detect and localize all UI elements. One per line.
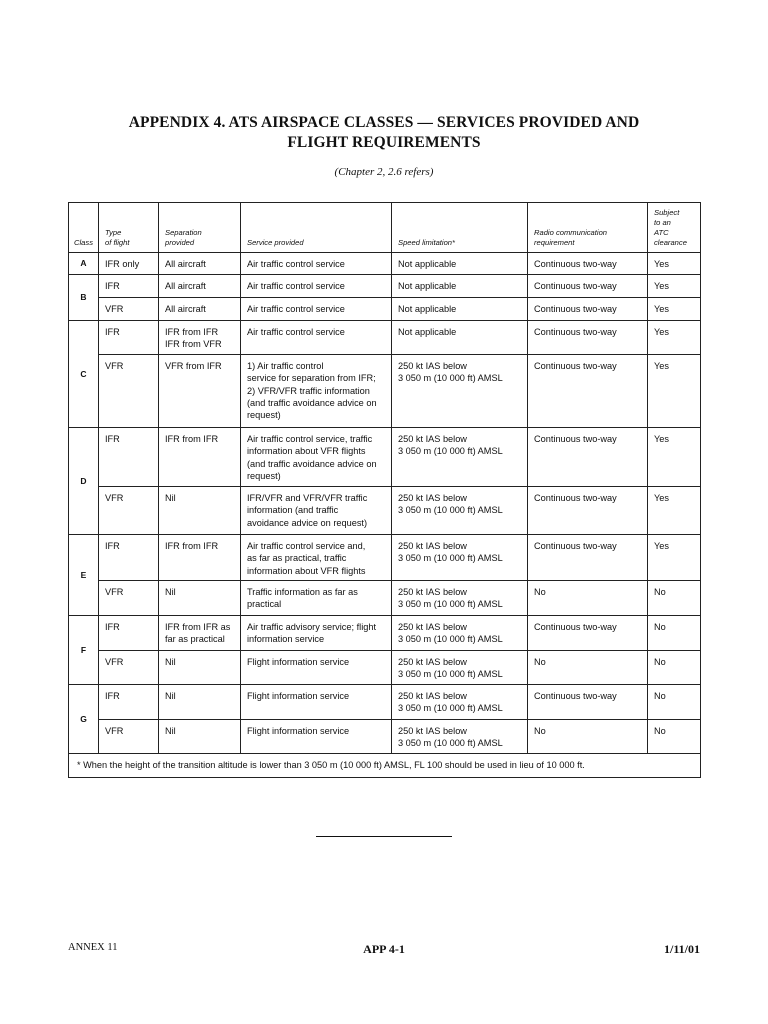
type-cell: VFR: [99, 720, 159, 754]
speed-cell: 250 kt IAS below 3 050 m (10 000 ft) AMSL: [392, 616, 528, 651]
header-speed-limitation: Speed limitation*: [392, 203, 528, 253]
type-cell: VFR: [99, 581, 159, 616]
atc-cell: Yes: [648, 535, 701, 581]
appendix-title: [68, 113, 700, 153]
type-cell: VFR: [99, 298, 159, 321]
separation-cell: Nil: [159, 651, 241, 685]
radio-cell: Continuous two-way: [528, 685, 648, 720]
atc-cell: Yes: [648, 355, 701, 428]
service-cell: Air traffic control service: [241, 321, 392, 355]
service-cell: Flight information service: [241, 720, 392, 754]
speed-cell: 250 kt IAS below 3 050 m (10 000 ft) AMSL: [392, 535, 528, 581]
speed-cell: Not applicable: [392, 275, 528, 298]
atc-cell: No: [648, 581, 701, 616]
table-row: [69, 685, 701, 720]
radio-cell: Continuous two-way: [528, 355, 648, 428]
speed-cell: Not applicable: [392, 321, 528, 355]
header-service-provided: Service provided: [241, 203, 392, 253]
class-cell: G: [69, 685, 99, 754]
table-row: [69, 720, 701, 754]
title-line-2: FLIGHT REQUIREMENTS: [287, 134, 481, 151]
service-cell: Air traffic control service and, as far as practical, traffic information about VFR flights: [241, 535, 392, 581]
radio-cell: Continuous two-way: [528, 535, 648, 581]
separation-cell: IFR from IFR IFR from VFR: [159, 321, 241, 355]
class-cell: D: [69, 428, 99, 535]
table-row: [69, 298, 701, 321]
type-cell: VFR: [99, 355, 159, 428]
header-class: Class: [69, 203, 99, 253]
class-cell: B: [69, 275, 99, 321]
table-row: [69, 581, 701, 616]
speed-cell: Not applicable: [392, 298, 528, 321]
service-cell: Air traffic advisory service; flight information service: [241, 616, 392, 651]
service-cell: Flight information service: [241, 685, 392, 720]
class-cell: C: [69, 321, 99, 428]
airspace-classes-table: [68, 202, 701, 778]
speed-cell: 250 kt IAS below 3 050 m (10 000 ft) AMSL: [392, 581, 528, 616]
separation-cell: Nil: [159, 487, 241, 535]
radio-cell: No: [528, 651, 648, 685]
separation-cell: IFR from IFR: [159, 535, 241, 581]
footer-page-number: APP 4-1: [363, 942, 405, 956]
separation-cell: All aircraft: [159, 275, 241, 298]
atc-cell: Yes: [648, 298, 701, 321]
radio-cell: Continuous two-way: [528, 321, 648, 355]
radio-cell: No: [528, 581, 648, 616]
atc-cell: Yes: [648, 253, 701, 275]
radio-cell: Continuous two-way: [528, 253, 648, 275]
radio-cell: Continuous two-way: [528, 616, 648, 651]
service-cell: Air traffic control service: [241, 298, 392, 321]
footer-annex: ANNEX 11: [68, 942, 118, 953]
table-row: [69, 428, 701, 487]
atc-cell: No: [648, 685, 701, 720]
type-cell: IFR: [99, 685, 159, 720]
table-row: [69, 487, 701, 535]
service-cell: Air traffic control service: [241, 253, 392, 275]
table-row: [69, 355, 701, 428]
separation-cell: All aircraft: [159, 298, 241, 321]
separation-cell: IFR from IFR as far as practical: [159, 616, 241, 651]
atc-cell: No: [648, 720, 701, 754]
speed-footnote: * When the height of the transition altitude is lower than 3 050 m (10 000 ft) AMSL, FL 100 should be used in lieu of 10 000 ft.: [69, 754, 701, 778]
speed-cell: 250 kt IAS below 3 050 m (10 000 ft) AMSL: [392, 428, 528, 487]
type-cell: VFR: [99, 487, 159, 535]
atc-cell: Yes: [648, 428, 701, 487]
speed-cell: 250 kt IAS below 3 050 m (10 000 ft) AMSL: [392, 685, 528, 720]
speed-cell: 250 kt IAS below 3 050 m (10 000 ft) AMSL: [392, 355, 528, 428]
service-cell: IFR/VFR and VFR/VFR traffic information (and traffic avoidance advice on request): [241, 487, 392, 535]
speed-cell: Not applicable: [392, 253, 528, 275]
service-cell: Flight information service: [241, 651, 392, 685]
type-cell: IFR: [99, 428, 159, 487]
separation-cell: Nil: [159, 720, 241, 754]
atc-cell: No: [648, 651, 701, 685]
speed-cell: 250 kt IAS below 3 050 m (10 000 ft) AMSL: [392, 651, 528, 685]
class-cell: F: [69, 616, 99, 685]
type-cell: IFR: [99, 321, 159, 355]
table-row: [69, 321, 701, 355]
table-row: [69, 275, 701, 298]
type-cell: IFR: [99, 275, 159, 298]
radio-cell: Continuous two-way: [528, 428, 648, 487]
separation-cell: Nil: [159, 685, 241, 720]
radio-cell: No: [528, 720, 648, 754]
header-radio-communication: Radio communication requirement: [528, 203, 648, 253]
type-cell: IFR only: [99, 253, 159, 275]
speed-cell: 250 kt IAS below 3 050 m (10 000 ft) AMSL: [392, 487, 528, 535]
class-cell: A: [69, 253, 99, 275]
service-cell: Air traffic control service: [241, 275, 392, 298]
service-cell: Air traffic control service, traffic information about VFR flights (and traffic avoidance advice on request): [241, 428, 392, 487]
radio-cell: Continuous two-way: [528, 298, 648, 321]
service-cell: Traffic information as far as practical: [241, 581, 392, 616]
class-cell: E: [69, 535, 99, 616]
footer-date: 1/11/01: [663, 942, 700, 956]
title-line-1: APPENDIX 4. ATS AIRSPACE CLASSES — SERVICES PROVIDED AND: [128, 114, 640, 131]
table-row: [69, 616, 701, 651]
header-atc-clearance: Subject to an ATC clearance: [648, 203, 701, 253]
separation-cell: All aircraft: [159, 253, 241, 275]
service-cell: 1) Air traffic control service for separation from IFR; 2) VFR/VFR traffic information (and traffic avoidance advice on request): [241, 355, 392, 428]
type-cell: VFR: [99, 651, 159, 685]
end-rule: [316, 836, 452, 837]
atc-cell: Yes: [648, 487, 701, 535]
radio-cell: Continuous two-way: [528, 275, 648, 298]
atc-cell: Yes: [648, 275, 701, 298]
speed-cell: 250 kt IAS below 3 050 m (10 000 ft) AMSL: [392, 720, 528, 754]
atc-cell: Yes: [648, 321, 701, 355]
atc-cell: No: [648, 616, 701, 651]
footnote-row: [69, 754, 701, 778]
type-cell: IFR: [99, 535, 159, 581]
radio-cell: Continuous two-way: [528, 487, 648, 535]
header-type-of-flight: Type of flight: [99, 203, 159, 253]
chapter-reference: (Chapter 2, 2.6 refers): [334, 166, 434, 178]
table-row: [69, 535, 701, 581]
separation-cell: VFR from IFR: [159, 355, 241, 428]
separation-cell: IFR from IFR: [159, 428, 241, 487]
table-row: [69, 253, 701, 275]
header-separation-provided: Separation provided: [159, 203, 241, 253]
header-row: [69, 203, 701, 253]
table-row: [69, 651, 701, 685]
separation-cell: Nil: [159, 581, 241, 616]
type-cell: IFR: [99, 616, 159, 651]
